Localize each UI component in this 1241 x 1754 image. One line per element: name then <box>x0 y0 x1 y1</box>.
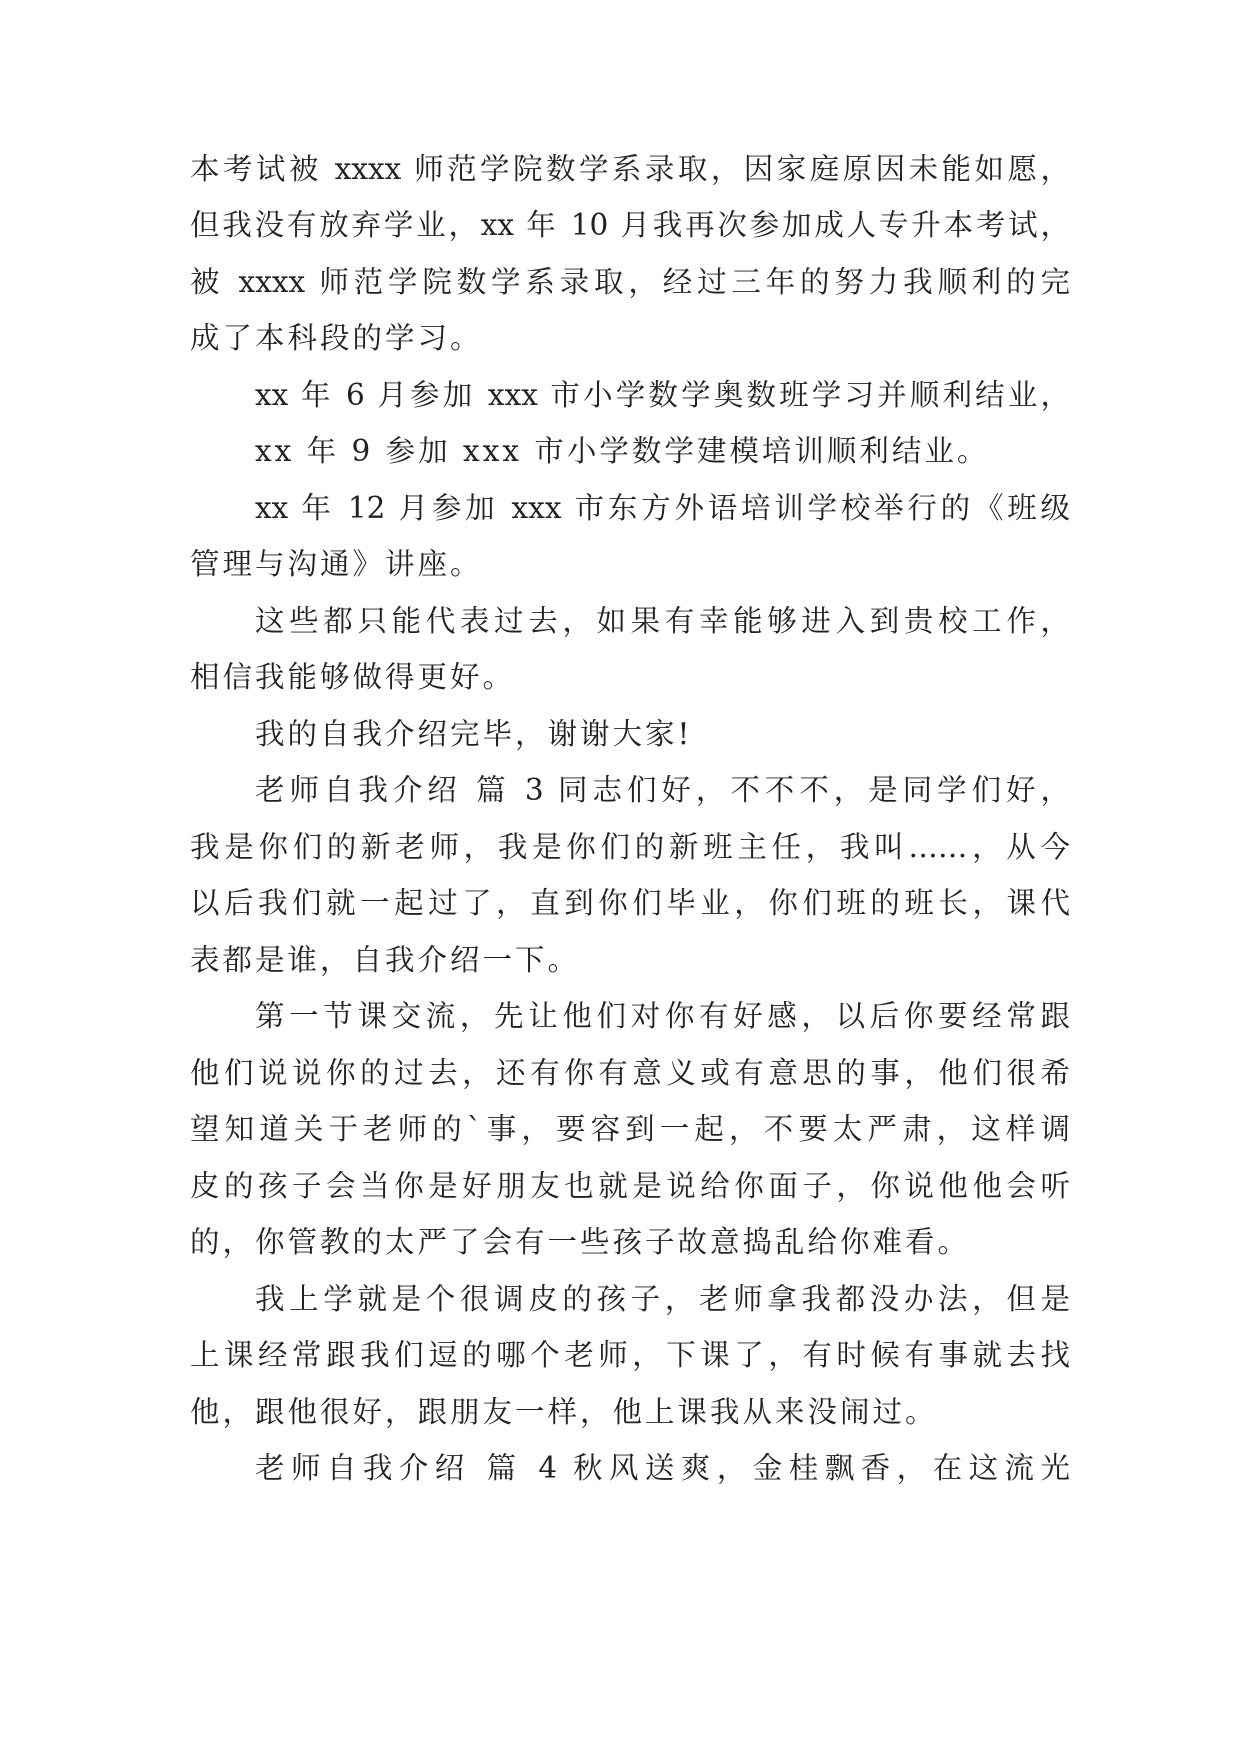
text-line: 但我没有放弃学业，xx 年 10 月我再次参加成人专升本考试， <box>190 208 1070 242</box>
text-line: 皮的孩子会当你是好朋友也就是说给你面子，你说他他会听 <box>190 1169 1070 1203</box>
text-line: 他，跟他很好，跟朋友一样，他上课我从来没闹过。 <box>190 1395 938 1429</box>
text-line: 管理与沟通》讲座。 <box>190 547 483 581</box>
text-line: 这些都只能代表过去，如果有幸能够进入到贵校工作， <box>255 604 1070 638</box>
text-line: 我上学就是个很调皮的孩子，老师拿我都没办法，但是 <box>255 1282 1070 1316</box>
text-line: 的，你管教的太严了会有一些孩子故意捣乱给你难看。 <box>190 1225 971 1259</box>
text-line: 他们说说你的过去，还有你有意义或有意思的事，他们很希 <box>190 1056 1070 1090</box>
text-line: xx 年 12 月参加 xxx 市东方外语培训学校举行的《班级 <box>255 491 1070 525</box>
section-heading-line: 老师自我介绍 篇 3 同志们好，不不不，是同学们好， <box>255 773 1070 807</box>
text-line: 相信我能够做得更好。 <box>190 660 516 694</box>
text-line: 望知道关于老师的`事，要容到一起，不要太严肃，这样调 <box>190 1112 1070 1146</box>
text-line: 本考试被 xxxx 师范学院数学系录取，因家庭原因未能如愿， <box>190 152 1070 186</box>
text-line: 成了本科段的学习。 <box>190 321 483 355</box>
text-line: 被 xxxx 师范学院数学系录取，经过三年的努力我顺利的完 <box>190 265 1070 299</box>
text-line: 第一节课交流，先让他们对你有好感，以后你要经常跟 <box>255 999 1070 1033</box>
section-heading-line: 老师自我介绍 篇 4 秋风送爽，金桂飘香，在这流光 <box>255 1451 1070 1485</box>
text-line: 上课经常跟我们逗的哪个老师，下课了，有时候有事就去找 <box>190 1338 1070 1372</box>
text-line: 以后我们就一起过了，直到你们毕业，你们班的班长，课代 <box>190 886 1070 920</box>
text-line: 我的自我介绍完毕，谢谢大家! <box>255 717 693 751</box>
text-line: xx 年 9 参加 xxx 市小学数学建模培训顺利结业。 <box>255 434 990 468</box>
text-line: 我是你们的新老师，我是你们的新班主任，我叫……，从今 <box>190 830 1070 864</box>
text-line: 表都是谁，自我介绍一下。 <box>190 943 581 977</box>
text-line: xx 年 6 月参加 xxx 市小学数学奥数班学习并顺利结业， <box>255 378 1070 412</box>
